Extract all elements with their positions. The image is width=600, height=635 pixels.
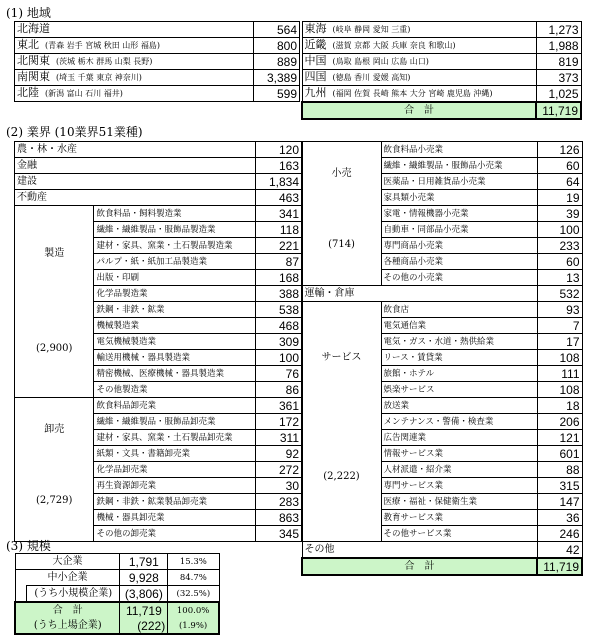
scale-listed-row	[15, 618, 219, 634]
industry-name: 飲食店	[381, 302, 537, 318]
industry-row	[302, 414, 582, 430]
industry-row	[302, 302, 582, 318]
service-group-label: サービス	[302, 302, 381, 414]
region-name: 九州	[304, 86, 327, 99]
scale-total-label: 合 計	[15, 602, 120, 618]
scale-pct: (32.5%)	[168, 586, 219, 603]
industry-row	[302, 142, 582, 158]
industry-value: 341	[256, 206, 302, 222]
industry-value: 126	[537, 142, 582, 158]
industry-name: その他	[302, 542, 537, 559]
scale-pct: 84.7%	[168, 570, 219, 586]
region-value: 599	[254, 86, 300, 102]
industry-name: 繊維・繊維製品・服飾品卸売業	[94, 414, 256, 430]
industry-value: 76	[256, 366, 302, 382]
industry-name: その他製造業	[94, 382, 256, 398]
scale-total-value: 11,719	[120, 602, 168, 618]
industry-value: 7	[537, 318, 582, 334]
region-value: 373	[536, 70, 581, 86]
industry-total-row	[302, 558, 582, 575]
industry-name: 不動産	[15, 190, 256, 206]
industry-total-value: 11,719	[537, 558, 582, 575]
industry-row	[15, 142, 302, 158]
region-table-right	[301, 21, 582, 120]
industry-row-transport	[302, 286, 582, 302]
region-name: 東海	[304, 22, 327, 35]
industry-name: 自動車・同部品小売業	[381, 222, 537, 238]
industry-value: 93	[537, 302, 582, 318]
region-row	[15, 38, 300, 54]
industry-value: 60	[537, 254, 582, 270]
region-value: 1,273	[536, 22, 581, 38]
industry-name: 再生資源卸売業	[94, 478, 256, 494]
industry-name: 専門サービス業	[381, 478, 537, 494]
region-value: 819	[536, 54, 581, 70]
industry-name: 化学品製造業	[94, 286, 256, 302]
industry-value: 100	[256, 350, 302, 366]
industry-name: 娯楽サービス	[381, 382, 537, 398]
industry-row	[15, 158, 302, 174]
industry-name: 出版・印刷	[94, 270, 256, 286]
region-name-cell	[302, 38, 536, 54]
scale-row-large	[15, 554, 219, 570]
industry-value: 283	[256, 494, 302, 510]
industry-value: 92	[256, 446, 302, 462]
industry-name: 家具類小売業	[381, 190, 537, 206]
industry-value: 13	[537, 270, 582, 286]
industry-name: メンテナンス・警備・検査業	[381, 414, 537, 430]
industry-row	[15, 398, 302, 414]
industry-value: 601	[537, 446, 582, 462]
industry-name: 建材・家具、窯業・土石製品卸売業	[94, 430, 256, 446]
service-group-subtotal: (2,222)	[302, 414, 381, 542]
industry-value: 36	[537, 510, 582, 526]
region-name-cell	[15, 86, 254, 102]
industry-value: 64	[537, 174, 582, 190]
scale-value: (3,806)	[120, 586, 168, 603]
industry-value: 30	[256, 478, 302, 494]
region-name-cell	[15, 22, 254, 38]
manufacturing-group-label: 製造	[15, 206, 94, 302]
industry-name: 人材派遣・紹介業	[381, 462, 537, 478]
section-title-scale: (3) 規模	[6, 539, 51, 553]
region-name: 北海道	[17, 22, 50, 35]
manufacturing-group-subtotal: (2,900)	[15, 302, 94, 398]
industry-name: その他の卸売業	[94, 526, 256, 542]
industry-row	[15, 302, 302, 318]
industry-value: 88	[537, 462, 582, 478]
industry-name: リース・賃貸業	[381, 350, 537, 366]
region-name: 四国	[304, 70, 327, 83]
region-row	[15, 22, 300, 38]
industry-name: 医療・福祉・保健衛生業	[381, 494, 537, 510]
industry-value: 221	[256, 238, 302, 254]
industry-table-right	[301, 141, 583, 576]
region-prefectures: (青森 岩手 宮城 秋田 山形 福島)	[45, 41, 160, 50]
region-total-label: 合 計	[302, 102, 536, 119]
scale-total-row	[15, 602, 219, 618]
industry-name: 繊維・繊維製品・服飾品小売業	[381, 158, 537, 174]
industry-name: 電気・ガス・水道・熱供給業	[381, 334, 537, 350]
industry-row	[302, 206, 582, 222]
region-prefectures: (岐阜 静岡 愛知 三重)	[332, 25, 411, 34]
region-value: 1,025	[536, 86, 581, 103]
region-name-cell	[302, 54, 536, 70]
industry-value: 463	[256, 190, 302, 206]
region-value: 889	[254, 54, 300, 70]
industry-name: 機械製造業	[94, 318, 256, 334]
region-value: 564	[254, 22, 300, 38]
region-table-left	[14, 21, 300, 102]
industry-name: 電気機械製造業	[94, 334, 256, 350]
region-prefectures: (茨城 栃木 群馬 山梨 長野)	[56, 57, 153, 66]
section-title-industry: (2) 業界 (10業界51業種)	[6, 125, 143, 139]
industry-name: 精密機械、医療機械・器具製造業	[94, 366, 256, 382]
industry-value: 163	[256, 158, 302, 174]
industry-name: 広告関連業	[381, 430, 537, 446]
region-name: 東北	[17, 38, 39, 51]
region-value: 800	[254, 38, 300, 54]
industry-value: 39	[537, 206, 582, 222]
region-prefectures: (埼玉 千葉 東京 神奈川)	[56, 73, 142, 82]
industry-value: 17	[537, 334, 582, 350]
industry-name: その他の小売業	[381, 270, 537, 286]
industry-value: 246	[537, 526, 582, 542]
industry-name: 専門商品小売業	[381, 238, 537, 254]
industry-value: 1,834	[256, 174, 302, 190]
industry-value: 863	[256, 510, 302, 526]
region-row	[302, 38, 581, 54]
industry-row	[15, 206, 302, 222]
industry-name: 旅館・ホテル	[381, 366, 537, 382]
region-value: 3,389	[254, 70, 300, 86]
industry-name: 紙類・文具・書籍卸売業	[94, 446, 256, 462]
scale-label: 大企業	[15, 554, 120, 570]
industry-name: 繊維・繊維製品・服飾品製造業	[94, 222, 256, 238]
industry-value: 233	[537, 238, 582, 254]
scale-label: 中小企業	[15, 570, 120, 586]
industry-value: 532	[537, 286, 582, 302]
industry-name: 鉄鋼・非鉄・鉱業	[94, 302, 256, 318]
industry-value: 538	[256, 302, 302, 318]
region-prefectures: (新潟 富山 石川 福井)	[45, 89, 123, 98]
scale-label: (うち小規模企業)	[27, 586, 120, 603]
industry-value: 168	[256, 270, 302, 286]
scale-row-sme	[15, 570, 219, 586]
industry-value: 18	[537, 398, 582, 414]
industry-total-label: 合 計	[302, 558, 537, 575]
region-name: 北関東	[17, 54, 50, 67]
industry-value: 100	[537, 222, 582, 238]
industry-value: 315	[537, 478, 582, 494]
industry-value: 388	[256, 286, 302, 302]
region-row	[302, 86, 581, 103]
industry-name: その他サービス業	[381, 526, 537, 542]
region-name-cell	[15, 38, 254, 54]
industry-name: 農・林・水産	[15, 142, 256, 158]
region-name-cell	[15, 54, 254, 70]
scale-value: 1,791	[120, 554, 168, 570]
industry-row	[15, 190, 302, 206]
scale-row-small	[15, 586, 219, 603]
region-name: 南関東	[17, 70, 50, 83]
industry-value: 108	[537, 350, 582, 366]
region-prefectures: (鳥取 島根 岡山 広島 山口)	[332, 57, 429, 66]
retail-group-subtotal: (714)	[302, 206, 381, 286]
industry-row-other	[302, 542, 582, 559]
industry-name: 飲食料品卸売業	[94, 398, 256, 414]
region-value: 1,988	[536, 38, 581, 54]
region-row	[302, 54, 581, 70]
industry-name: 電気通信業	[381, 318, 537, 334]
scale-total-pct: 100.0%	[168, 602, 219, 618]
wholesale-group-label: 卸売	[15, 398, 94, 462]
industry-value: 309	[256, 334, 302, 350]
industry-name: 飲食料品小売業	[381, 142, 537, 158]
industry-value: 60	[537, 158, 582, 174]
industry-value: 172	[256, 414, 302, 430]
industry-value: 87	[256, 254, 302, 270]
industry-name: 建材・家具、窯業・土石製品製造業	[94, 238, 256, 254]
industry-name: 医薬品・日用雑貨品小売業	[381, 174, 537, 190]
region-name: 中国	[304, 54, 327, 67]
scale-value: 9,928	[120, 570, 168, 586]
industry-name: パルプ・紙・紙加工品製造業	[94, 254, 256, 270]
industry-name: 化学品卸売業	[94, 462, 256, 478]
industry-name: 運輸・倉庫	[302, 286, 537, 302]
industry-name: 放送業	[381, 398, 537, 414]
scale-listed-value: (222)	[120, 618, 168, 634]
industry-row	[15, 174, 302, 190]
industry-name: 家電・情報機器小売業	[381, 206, 537, 222]
industry-name: 鉄鋼・非鉄・鉱業製品卸売業	[94, 494, 256, 510]
industry-name: 機械・器具卸売業	[94, 510, 256, 526]
industry-value: 108	[537, 382, 582, 398]
region-row	[15, 54, 300, 70]
industry-name: 金融	[15, 158, 256, 174]
industry-name: 各種商品小売業	[381, 254, 537, 270]
region-name: 北陸	[17, 86, 39, 99]
region-total-value: 11,719	[536, 102, 581, 119]
region-row	[302, 22, 581, 38]
region-prefectures: (滋賀 京都 大阪 兵庫 奈良 和歌山)	[332, 41, 456, 50]
industry-value: 311	[256, 430, 302, 446]
region-row	[302, 70, 581, 86]
industry-name: 教育サービス業	[381, 510, 537, 526]
region-prefectures: (福岡 佐賀 長崎 熊本 大分 宮崎 鹿児島 沖縄)	[332, 89, 493, 98]
industry-value: 147	[537, 494, 582, 510]
region-name-cell	[302, 70, 536, 86]
region-name: 近畿	[304, 38, 327, 51]
industry-value: 120	[256, 142, 302, 158]
industry-value: 118	[256, 222, 302, 238]
region-row	[15, 86, 300, 102]
retail-group-label: 小売	[302, 142, 381, 206]
region-total-row	[302, 102, 581, 119]
industry-name: 建設	[15, 174, 256, 190]
region-name-cell	[302, 22, 536, 38]
industry-table-left	[14, 141, 302, 542]
wholesale-group-subtotal: (2,729)	[15, 462, 94, 542]
industry-value: 111	[537, 366, 582, 382]
scale-table	[14, 553, 220, 635]
region-prefectures: (徳島 香川 愛媛 高知)	[332, 73, 411, 82]
region-row	[15, 70, 300, 86]
industry-name: 情報サービス業	[381, 446, 537, 462]
scale-pct: 15.3%	[168, 554, 219, 570]
industry-value: 42	[537, 542, 582, 559]
section-title-region: (1) 地域	[6, 6, 51, 20]
industry-value: 206	[537, 414, 582, 430]
industry-value: 272	[256, 462, 302, 478]
industry-value: 468	[256, 318, 302, 334]
industry-row	[15, 462, 302, 478]
industry-value: 86	[256, 382, 302, 398]
scale-listed-pct: (1.9%)	[168, 618, 219, 634]
industry-value: 345	[256, 526, 302, 542]
industry-value: 121	[537, 430, 582, 446]
industry-value: 361	[256, 398, 302, 414]
industry-value: 19	[537, 190, 582, 206]
region-name-cell	[15, 70, 254, 86]
industry-name: 飲食料品・飼料製造業	[94, 206, 256, 222]
scale-listed-label: (うち上場企業)	[15, 618, 120, 634]
industry-name: 輸送用機械・器具製造業	[94, 350, 256, 366]
region-name-cell	[302, 86, 536, 103]
